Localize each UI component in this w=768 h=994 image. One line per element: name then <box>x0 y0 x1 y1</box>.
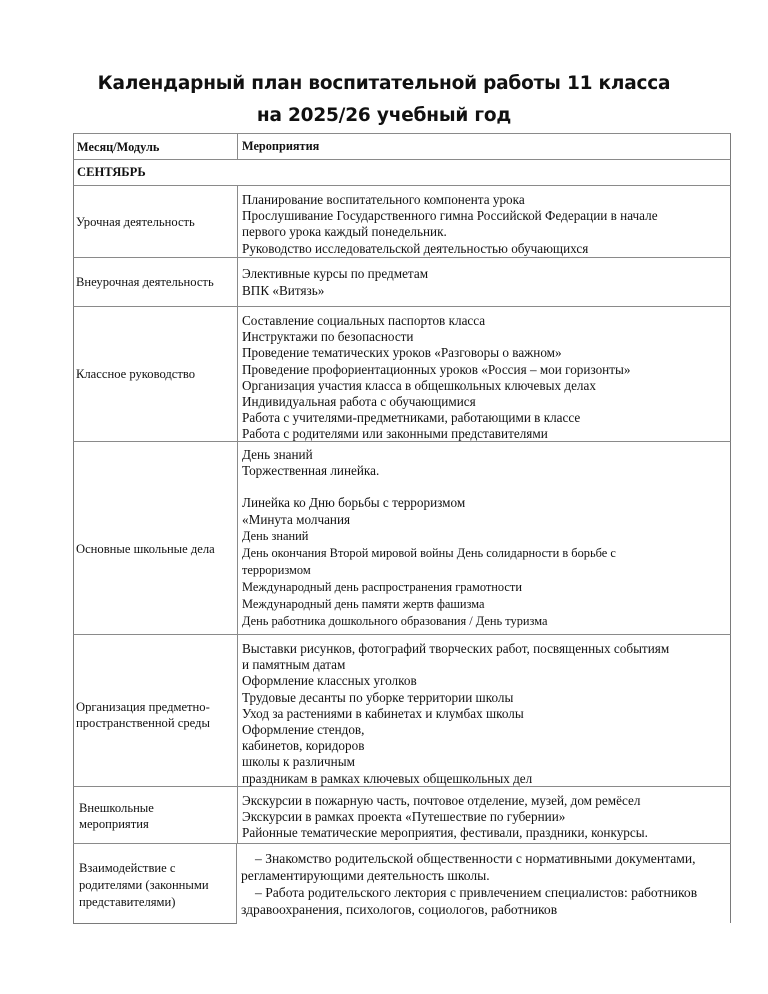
header-events: Мероприятия <box>242 139 320 154</box>
events-cell <box>238 186 730 257</box>
module-line: Взаимодействие с <box>79 861 176 875</box>
event-item: Элективные курсы по предметам <box>242 266 429 281</box>
document-title <box>0 68 768 132</box>
event-item: Трудовые десанты по уборке территории школы <box>242 689 514 705</box>
event-item: Работа с родителями или законными представителями <box>242 426 548 442</box>
event-item: Оформление классных уголков <box>242 673 417 689</box>
table-row <box>73 634 731 786</box>
event-item: и памятным датам <box>242 657 346 673</box>
module-cell: Классное руководство <box>74 307 238 441</box>
event-item: День окончания Второй мировой войны День солидарности в борьбе с <box>242 545 616 560</box>
event-item: Руководство исследовательской деятельностью обучающихся <box>242 240 589 256</box>
module-line: мероприятия <box>79 817 149 831</box>
events-cell <box>238 787 730 843</box>
event-item: первого урока каждый понедельник. <box>242 224 447 240</box>
table-row <box>73 257 731 306</box>
module-line: пространственной среды <box>76 716 210 730</box>
module-line: Организация предметно- <box>76 700 210 714</box>
header-module: Месяц/Модуль <box>74 134 238 159</box>
event-item: терроризмом <box>242 562 311 577</box>
events-cell <box>238 258 730 306</box>
event-item: Экскурсии в пожарную часть, почтовое отделение, музей, дом ремёсел <box>242 793 641 808</box>
event-item: Торжественная линейка. <box>242 463 380 479</box>
event-item: Прослушивание Государственного гимна Российской Федерации в начале <box>242 208 658 224</box>
module-cell: Внеурочная деятельность <box>74 258 238 306</box>
event-item: – Работа родительского лектория с привлечением специалистов: работников здравоохранения, психологов, социологов, работников <box>241 885 698 917</box>
event-item: школы к различным <box>242 754 355 770</box>
event-item: День знаний <box>242 528 309 543</box>
event-item: ВПК «Витязь» <box>242 283 325 298</box>
event-item: – Знакомство родительской общественности с нормативными документами, регламентирующими деятельность школы. <box>241 851 696 883</box>
event-item: Инструктажи по безопасности <box>242 329 414 345</box>
event-item: кабинетов, коридоров <box>242 738 365 754</box>
event-item: Оформление стендов, <box>242 722 365 738</box>
event-item: Проведение тематических уроков «Разговоры о важном» <box>242 345 562 361</box>
event-item: Международный день памяти жертв фашизма <box>242 596 485 611</box>
plan-table <box>73 133 731 923</box>
event-item: Индивидуальная работа с обучающимися <box>242 394 476 410</box>
event-item: Уход за растениями в кабинетах и клумбах школы <box>242 705 524 721</box>
module-cell: Основные школьные дела <box>74 442 238 634</box>
event-item: Организация участия класса в общешкольных ключевых делах <box>242 377 596 393</box>
event-item: Составление социальных паспортов класса <box>242 313 486 328</box>
events-cell <box>237 844 730 923</box>
event-item: День знаний <box>242 447 313 462</box>
table-header-row <box>73 133 731 159</box>
table-row <box>73 185 731 257</box>
events-cell <box>238 442 730 634</box>
event-item: Выставки рисунков, фотографий творческих работ, посвященных событиям <box>242 641 670 656</box>
events-cell <box>238 307 730 441</box>
module-cell: Урочная деятельность <box>74 186 238 257</box>
event-item: Планирование воспитательного компонента урока <box>242 192 525 207</box>
spacer <box>242 479 726 495</box>
event-item: Проведение профориентационных уроков «Россия – мои горизонты» <box>242 361 631 377</box>
table-row <box>73 786 731 843</box>
title-line-1: Календарный план воспитательной работы 11 класса <box>97 73 671 94</box>
events-cell <box>238 635 730 786</box>
month-row-september: СЕНТЯБРЬ <box>73 159 731 185</box>
module-line: Внешкольные <box>79 801 154 815</box>
module-cell <box>74 787 238 843</box>
module-line: представителями) <box>79 895 176 909</box>
module-cell <box>74 635 238 786</box>
title-line-2: на 2025/26 учебный год <box>256 105 512 126</box>
module-line: родителями (законными <box>79 878 209 892</box>
event-item: «Минута молчания <box>242 511 351 527</box>
table-row <box>73 843 731 923</box>
event-item: Работа с учителями-предметниками, работающими в классе <box>242 410 581 426</box>
module-cell <box>73 844 237 924</box>
event-item: Экскурсии в рамках проекта «Путешествие по губернии» <box>242 809 566 825</box>
table-row <box>73 441 731 634</box>
table-row <box>73 306 731 441</box>
event-item: Районные тематические мероприятия, фестивали, праздники, конкурсы. <box>242 825 648 841</box>
event-item: праздникам в рамках ключевых общешкольных дел <box>242 770 533 786</box>
event-item: День работника дошкольного образования / День туризма <box>242 613 548 628</box>
event-item: Международный день распространения грамотности <box>242 579 522 594</box>
event-item: Линейка ко Дню борьбы с терроризмом <box>242 495 466 511</box>
